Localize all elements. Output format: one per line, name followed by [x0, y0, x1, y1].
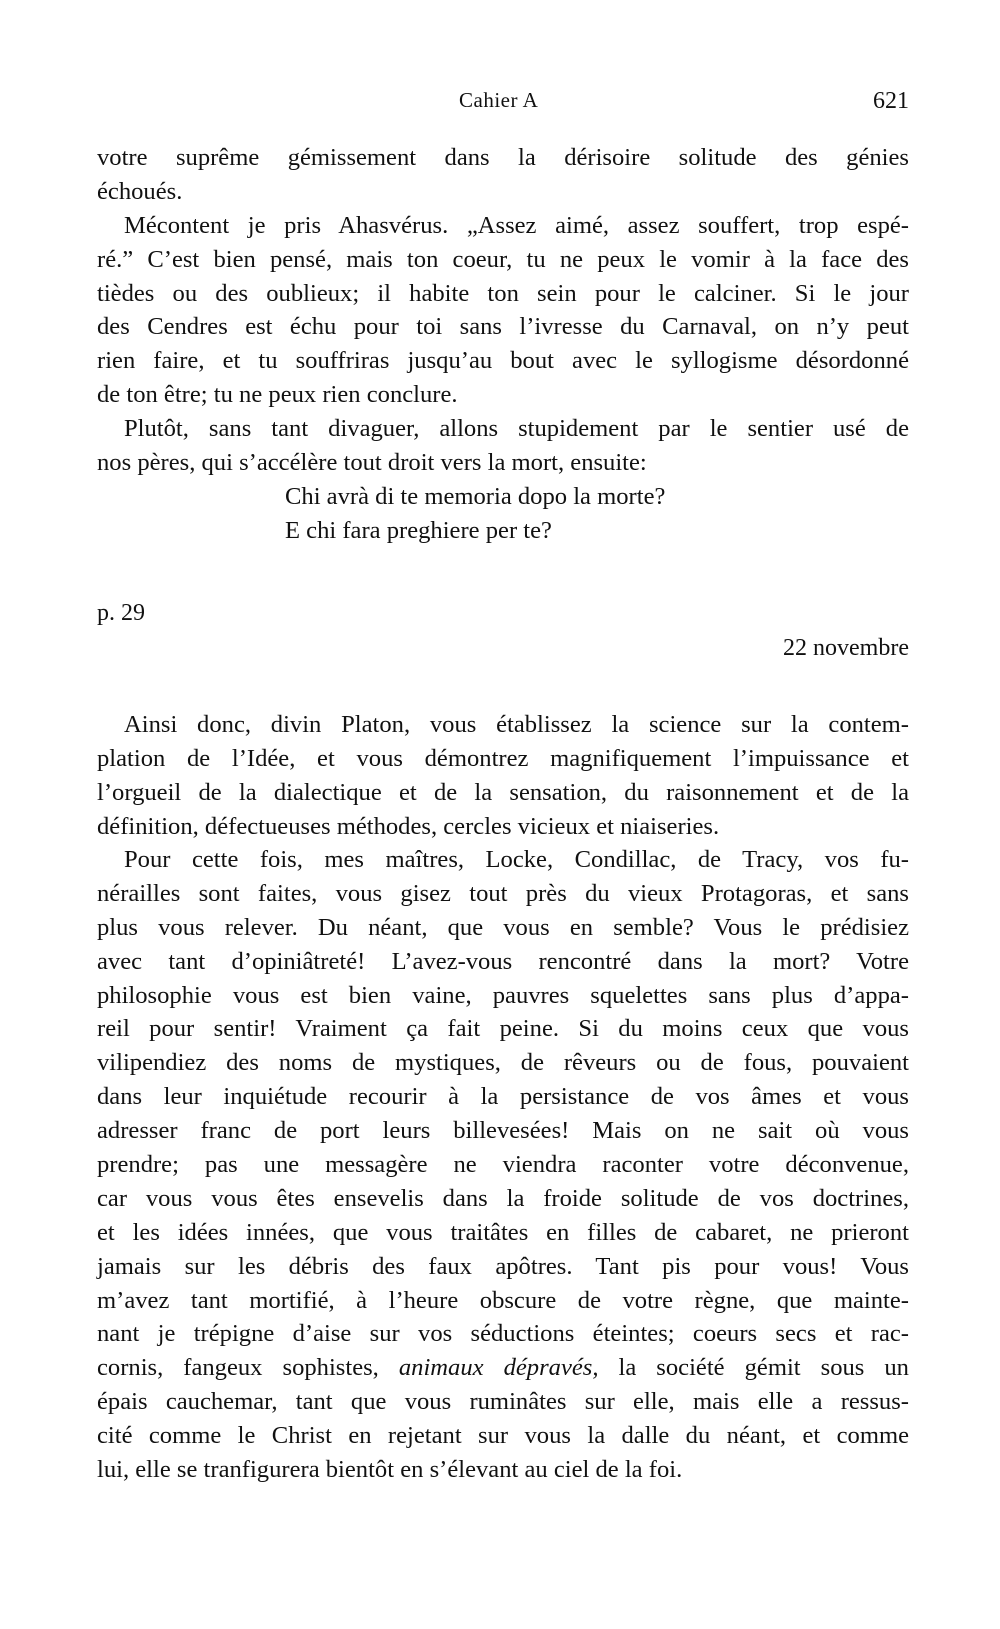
- text-line: adresser franc de port leurs billevesées! Mais on ne sait où vous: [97, 1117, 909, 1145]
- page-reference: p. 29: [97, 600, 145, 626]
- text-line: lui, elle se tranfigurera bientôt en s’élevant au ciel de la foi.: [97, 1456, 683, 1484]
- text-line: l’orgueil de la dialectique et de la sensation, du raisonnement et de la: [97, 778, 909, 806]
- text-segment: la société gémit sous un: [598, 1354, 909, 1382]
- text-line: car vous vous êtes ensevelis dans la froide solitude de vos doctrines,: [97, 1184, 909, 1212]
- top-text-block: [97, 141, 909, 480]
- text-line-italic: [97, 1351, 909, 1385]
- text-line: Mécontent je pris Ahasvérus. „Assez aimé, assez souffert, trop espé-: [124, 211, 909, 239]
- entry-date: 22 novembre: [783, 635, 909, 661]
- text-line: votre suprême gémissement dans la dérisoire solitude des génies: [97, 144, 909, 171]
- verse-line: E chi fara preghiere per te?: [285, 516, 552, 544]
- page-number: 621: [873, 88, 909, 114]
- text-line: nant je trépigne d’aise sur vos séductions éteintes; coeurs secs et rac-: [97, 1320, 909, 1348]
- text-line: tièdes ou des oublieux; il habite ton sein pour le calciner. Si le jour: [97, 279, 909, 307]
- text-line: de ton être; tu ne peux rien conclure.: [97, 381, 458, 409]
- text-line: échoués.: [97, 177, 183, 205]
- text-line: et les idées innées, que vous traitâtes en filles de cabaret, ne prieront: [97, 1218, 909, 1246]
- text-line: Ainsi donc, divin Platon, vous établissez la science sur la contem-: [124, 711, 909, 738]
- text-line: avec tant d’opiniâtreté! L’avez-vous rencontré dans la mort? Votre: [97, 947, 909, 975]
- text-line: philosophie vous est bien vaine, pauvres squelettes sans plus d’appa-: [97, 981, 909, 1009]
- paragraph-maitres: [97, 843, 909, 1487]
- paragraph-platon: [97, 708, 909, 844]
- text-line: plus vous relever. Du néant, que vous en semble? Vous le prédisiez: [97, 913, 909, 941]
- italic-phrase: animaux dépravés,: [398, 1354, 599, 1382]
- text-segment: cornis, fangeux sophistes,: [97, 1354, 399, 1382]
- text-line: Pour cette fois, mes maîtres, Locke, Condillac, de Tracy, vos fu-: [124, 846, 909, 873]
- text-line: m’avez tant mortifié, à l’heure obscure de votre règne, que mainte-: [97, 1286, 909, 1314]
- page-header: [0, 84, 1000, 124]
- text-line: épais cauchemar, tant que vous ruminâtes sur elle, mais elle a ressus-: [97, 1388, 909, 1416]
- text-line: Plutôt, sans tant divaguer, allons stupidement par le sentier usé de: [124, 415, 909, 443]
- text-line: nérailles sont faites, vous gisez tout près du vieux Protagoras, et sans: [97, 879, 909, 907]
- text-line: jamais sur les débris des faux apôtres. Tant pis pour vous! Vous: [97, 1252, 909, 1280]
- text-line: reil pour sentir! Vraiment ça fait peine. Si du moins ceux que vous: [97, 1015, 909, 1043]
- text-line: définition, défectueuses méthodes, cercles vicieux et niaiseries.: [97, 812, 720, 840]
- running-head: Cahier A: [459, 88, 539, 112]
- text-line: cité comme le Christ en rejetant sur vous la dalle du néant, et comme: [97, 1422, 909, 1450]
- text-line: des Cendres est échu pour toi sans l’ivresse du Carnaval, on n’y peut: [97, 313, 909, 341]
- text-line: plation de l’Idée, et vous démontrez magnifiquement l’impuissance et: [97, 744, 909, 772]
- text-line: ré.” C’est bien pensé, mais ton coeur, tu ne peux le vomir à la face des: [97, 245, 909, 273]
- text-line: rien faire, et tu souffriras jusqu’au bout avec le syllogisme désordonné: [97, 347, 909, 375]
- text-line: prendre; pas une messagère ne viendra raconter votre déconvenue,: [97, 1151, 909, 1179]
- text-line: vilipendiez des noms de mystiques, de rêveurs ou de fous, pouvaient: [97, 1049, 909, 1077]
- verse-line: Chi avrà di te memoria dopo la morte?: [285, 483, 666, 510]
- text-line: dans leur inquiétude recourir à la persistance de vos âmes et vous: [97, 1083, 909, 1111]
- verse-quote: [285, 480, 665, 548]
- text-line: nos pères, qui s’accélère tout droit vers la mort, ensuite:: [97, 449, 647, 477]
